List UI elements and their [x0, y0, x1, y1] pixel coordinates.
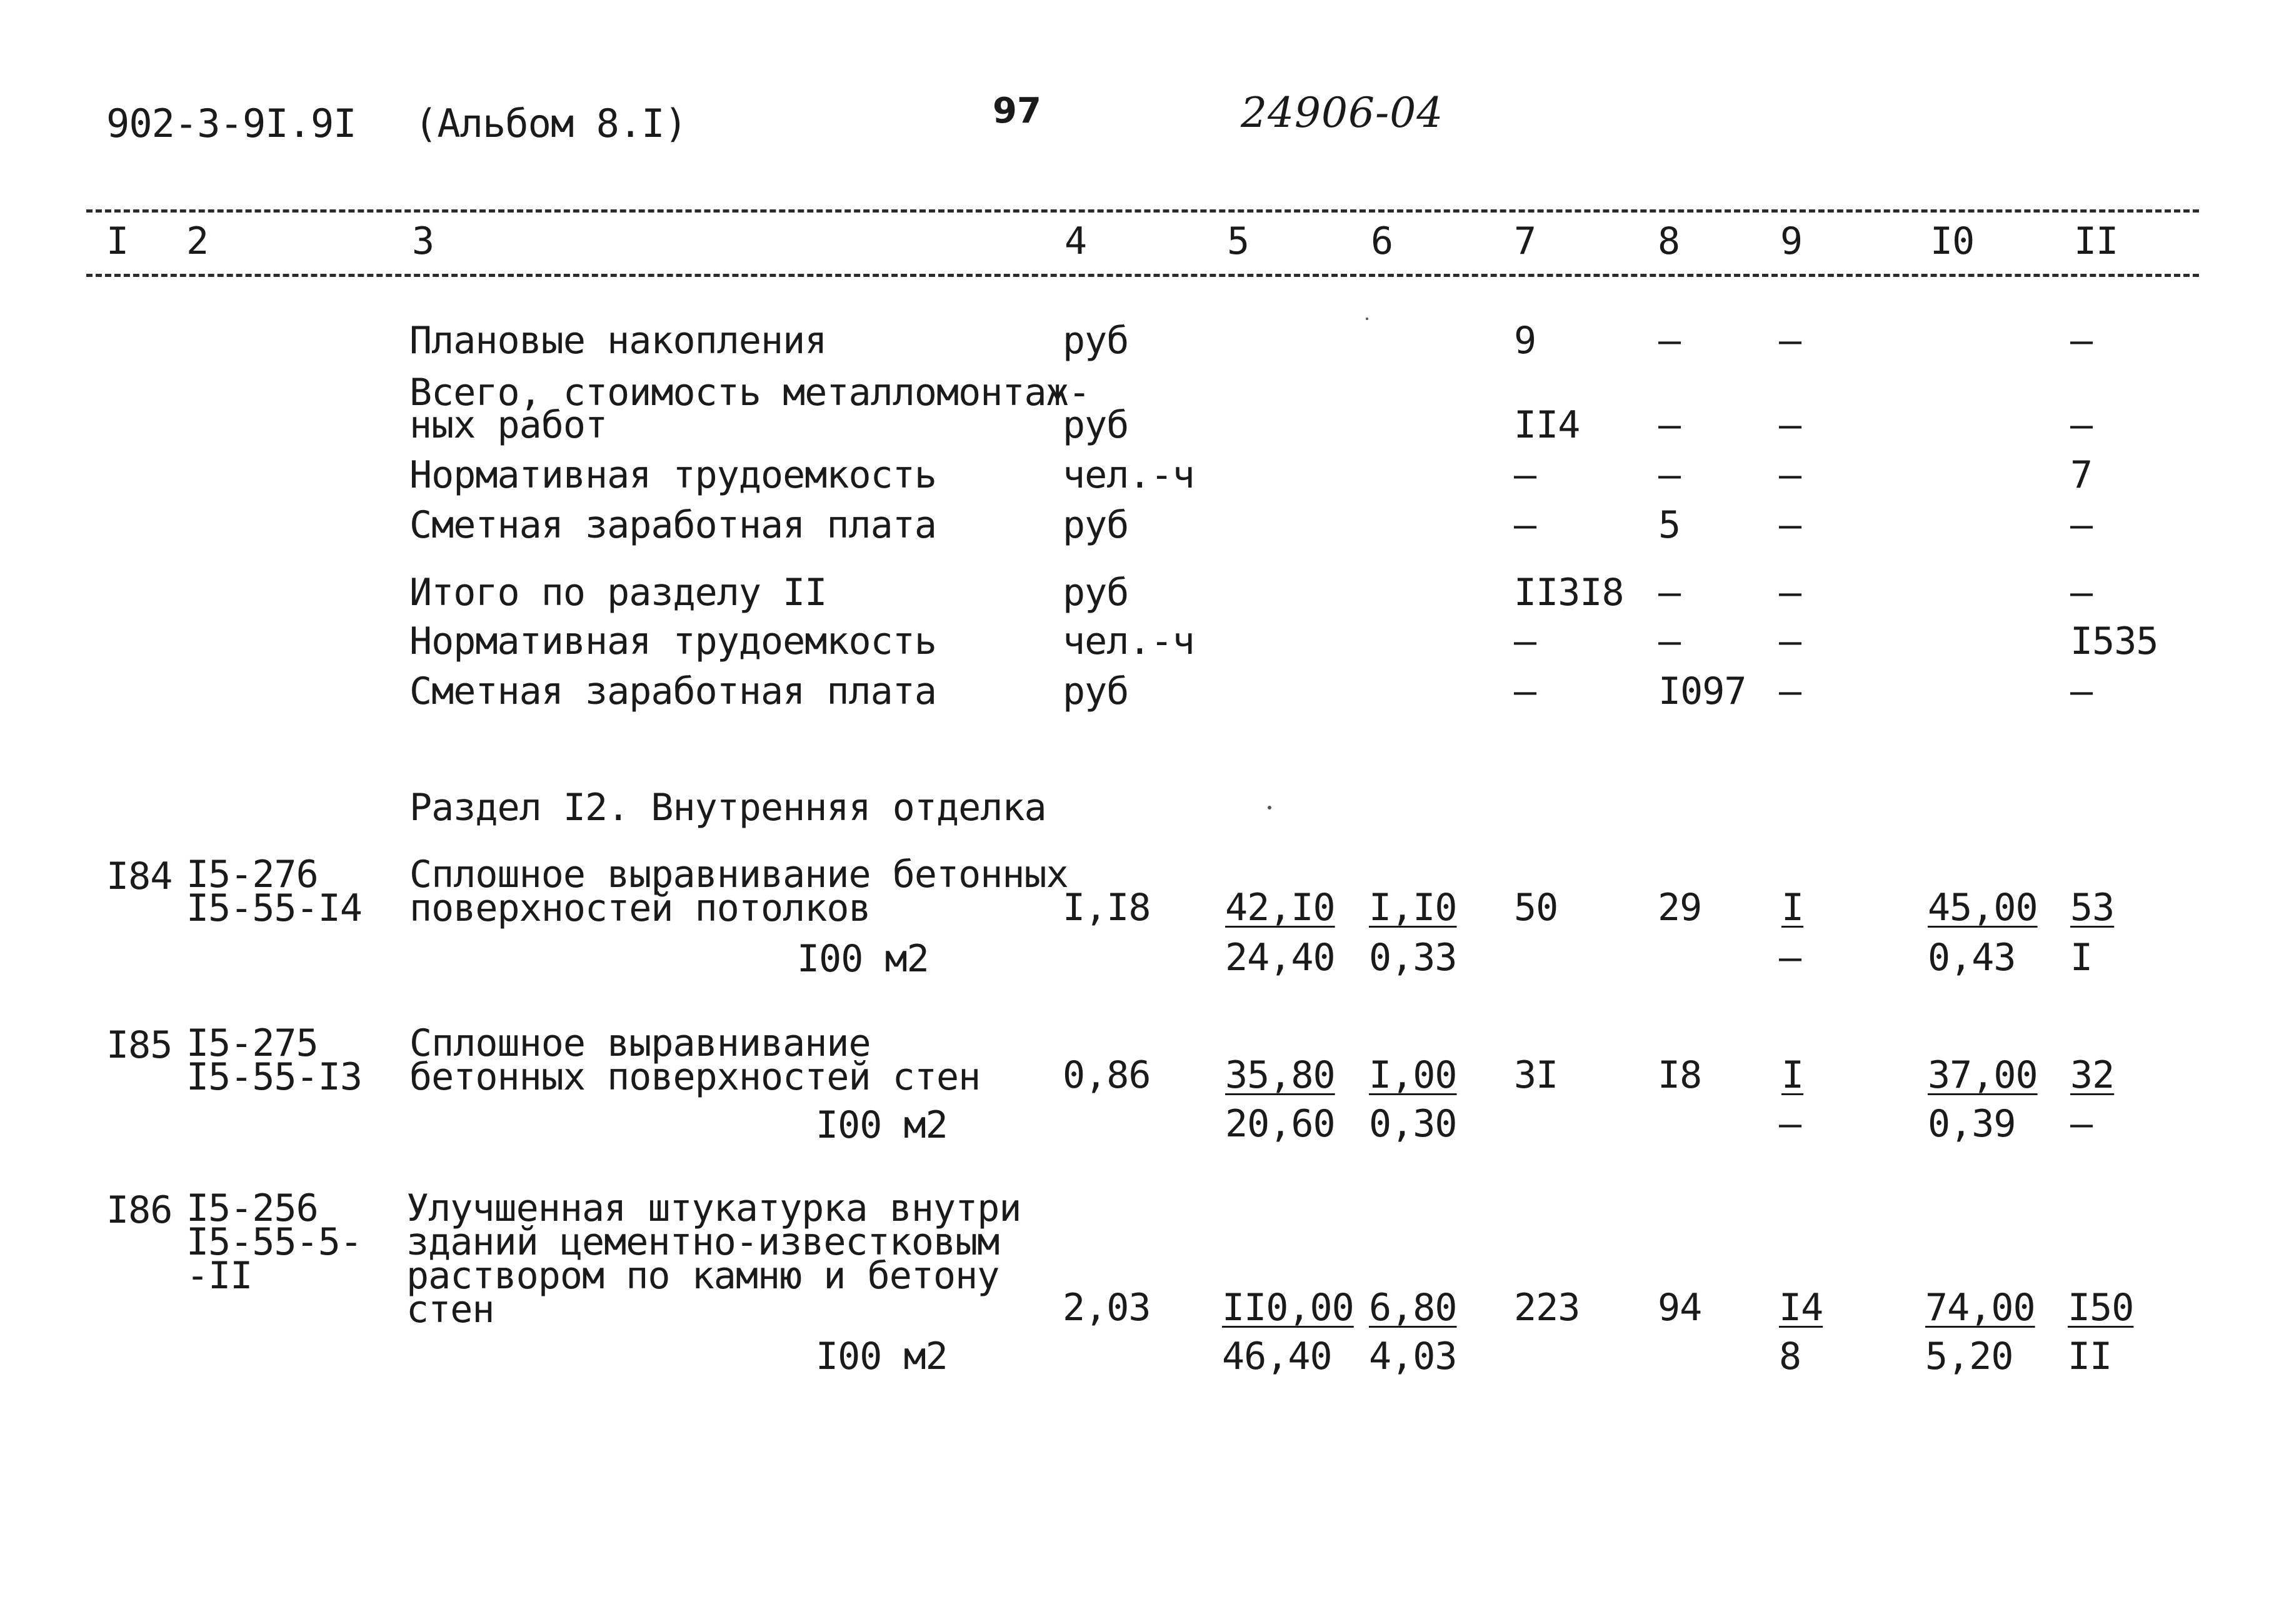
row-label: ных работ: [409, 403, 608, 447]
item-col5-top: II0,00: [1222, 1286, 1354, 1330]
item-col8: 94: [1658, 1286, 1702, 1330]
item-measure: I00 м2: [816, 1335, 948, 1378]
row-unit: руб: [1063, 319, 1129, 363]
row-label: Сметная заработная плата: [409, 669, 936, 713]
item-col10-top: 37,00: [1928, 1053, 2038, 1097]
item-col5-bottom: 46,40: [1222, 1335, 1332, 1378]
row-unit: руб: [1063, 403, 1129, 447]
row-label: Нормативная трудоемкость: [409, 453, 936, 497]
item-col6-top: I,00: [1369, 1053, 1457, 1097]
row-label: Плановые накопления: [409, 319, 827, 363]
row-label: Нормативная трудоемкость: [409, 619, 936, 663]
col-header-4: 4: [1064, 219, 1087, 263]
row-col8: –: [1658, 403, 1681, 447]
header-rule-top: [86, 209, 2199, 213]
item-description: Улучшенная штукатурка внутри: [406, 1186, 1021, 1230]
item-measure: I00 м2: [816, 1103, 948, 1147]
item-col9-top: I: [1781, 886, 1804, 930]
item-col6-bottom: 0,33: [1369, 936, 1457, 980]
row-label: Сметная заработная плата: [409, 503, 936, 547]
item-number: I86: [106, 1188, 173, 1232]
row-unit: чел.-ч: [1063, 619, 1195, 663]
item-col11-bottom: II: [2068, 1335, 2112, 1378]
item-col10-bottom: 0,43: [1928, 936, 2016, 980]
col-header-8: 8: [1658, 219, 1680, 263]
col-header-5: 5: [1227, 219, 1250, 263]
row-label: Итого по разделу II: [409, 571, 827, 614]
item-col6-bottom: 0,30: [1369, 1102, 1457, 1146]
row-col7: 9: [1514, 319, 1536, 363]
row-col8: 5: [1658, 503, 1681, 547]
item-col9-bottom: –: [1779, 936, 1801, 980]
item-number: I84: [106, 855, 173, 898]
row-col11: –: [2070, 403, 2093, 447]
item-col6-top: 6,80: [1369, 1286, 1457, 1330]
item-number: I85: [106, 1023, 173, 1067]
row-col11: –: [2070, 669, 2093, 713]
row-col8: I097: [1658, 669, 1746, 713]
scan-speck: [1366, 318, 1368, 320]
item-col10-top: 74,00: [1925, 1286, 2035, 1330]
scan-speck: [1268, 806, 1271, 809]
row-unit: руб: [1063, 571, 1129, 614]
col-header-1: I: [106, 219, 129, 263]
col-header-10: I0: [1930, 219, 1975, 263]
row-unit: чел.-ч: [1063, 453, 1195, 497]
item-col5-top: 42,I0: [1225, 886, 1335, 930]
col-header-11: II: [2074, 219, 2118, 263]
item-col11-top: 32: [2070, 1053, 2115, 1097]
item-code: I5-55-I4: [186, 886, 362, 930]
item-description: Сплошное выравнивание бетонных: [409, 853, 1068, 896]
item-col8: I8: [1658, 1053, 1702, 1097]
row-unit: руб: [1063, 503, 1129, 547]
col-header-6: 6: [1371, 219, 1393, 263]
item-col11-top: 53: [2070, 886, 2115, 930]
section-title: Раздел I2. Внутренняя отделка: [409, 786, 1046, 830]
row-col9: –: [1779, 669, 1801, 713]
item-col7: 3I: [1514, 1053, 1558, 1097]
item-description: стен: [406, 1288, 494, 1331]
row-col8: –: [1658, 319, 1681, 363]
item-code: -II: [186, 1254, 253, 1298]
item-col5-bottom: 20,60: [1225, 1102, 1335, 1146]
item-description: поверхностей потолков: [409, 886, 871, 930]
item-col10-top: 45,00: [1928, 886, 2038, 930]
col-header-2: 2: [186, 219, 209, 263]
col-header-7: 7: [1514, 219, 1536, 263]
row-col9: –: [1779, 571, 1801, 614]
item-qty: I,I8: [1063, 886, 1151, 930]
item-col9-bottom: 8: [1779, 1335, 1801, 1378]
album-label: (Альбом 8.I): [414, 101, 687, 146]
item-code: I5-55-I3: [186, 1055, 362, 1099]
item-code: I5-276: [186, 853, 318, 896]
row-col7: –: [1514, 669, 1536, 713]
item-col7: 50: [1514, 886, 1558, 930]
item-col11-bottom: –: [2070, 1102, 2093, 1146]
row-col8: –: [1658, 453, 1681, 497]
item-col5-bottom: 24,40: [1225, 936, 1335, 980]
row-col8: –: [1658, 571, 1681, 614]
item-measure: I00 м2: [797, 937, 929, 981]
item-col11-bottom: I: [2070, 936, 2093, 980]
item-col7: 223: [1514, 1286, 1580, 1330]
header-rule-bottom: [86, 274, 2199, 277]
item-col6-top: I,I0: [1369, 886, 1457, 930]
item-col8: 29: [1658, 886, 1702, 930]
row-col7: –: [1514, 619, 1536, 663]
handwritten-stamp: 24906-04: [1241, 89, 1444, 137]
row-col7: –: [1514, 503, 1536, 547]
col-header-3: 3: [412, 219, 434, 263]
row-col11: I535: [2070, 619, 2158, 663]
row-col11: –: [2070, 503, 2093, 547]
item-col9-top: I4: [1779, 1286, 1823, 1330]
row-col7: –: [1514, 453, 1536, 497]
page-number: 97: [993, 91, 1041, 131]
row-col11: –: [2070, 319, 2093, 363]
item-col9-bottom: –: [1779, 1102, 1801, 1146]
row-label: Всего, стоимость металломонтаж-: [409, 371, 1090, 414]
item-col11-top: I50: [2068, 1286, 2134, 1330]
item-description: Сплошное выравнивание: [409, 1021, 871, 1065]
item-col6-bottom: 4,03: [1369, 1335, 1457, 1378]
row-col9: –: [1779, 503, 1801, 547]
row-col11: 7: [2070, 453, 2093, 497]
item-qty: 2,03: [1063, 1286, 1151, 1330]
item-qty: 0,86: [1063, 1053, 1151, 1097]
row-col11: –: [2070, 571, 2093, 614]
item-description: бетонных поверхностей стен: [409, 1055, 981, 1099]
row-col8: –: [1658, 619, 1681, 663]
item-description: зданий цементно-известковым: [406, 1220, 999, 1264]
item-code: I5-55-5-: [186, 1220, 362, 1264]
item-col10-bottom: 5,20: [1925, 1335, 2013, 1378]
doc-code: 902-3-9I.9I: [106, 101, 356, 146]
row-unit: руб: [1063, 669, 1129, 713]
row-col9: –: [1779, 319, 1801, 363]
item-col9-top: I: [1781, 1053, 1804, 1097]
item-col10-bottom: 0,39: [1928, 1102, 2016, 1146]
item-code: I5-275: [186, 1021, 318, 1065]
item-col5-top: 35,80: [1225, 1053, 1335, 1097]
row-col7: II3I8: [1514, 571, 1624, 614]
item-description: раствором по камню и бетону: [406, 1254, 999, 1298]
col-header-9: 9: [1780, 219, 1803, 263]
item-code: I5-256: [186, 1186, 318, 1230]
row-col9: –: [1779, 453, 1801, 497]
row-col9: –: [1779, 403, 1801, 447]
row-col7: II4: [1514, 403, 1580, 447]
row-col9: –: [1779, 619, 1801, 663]
